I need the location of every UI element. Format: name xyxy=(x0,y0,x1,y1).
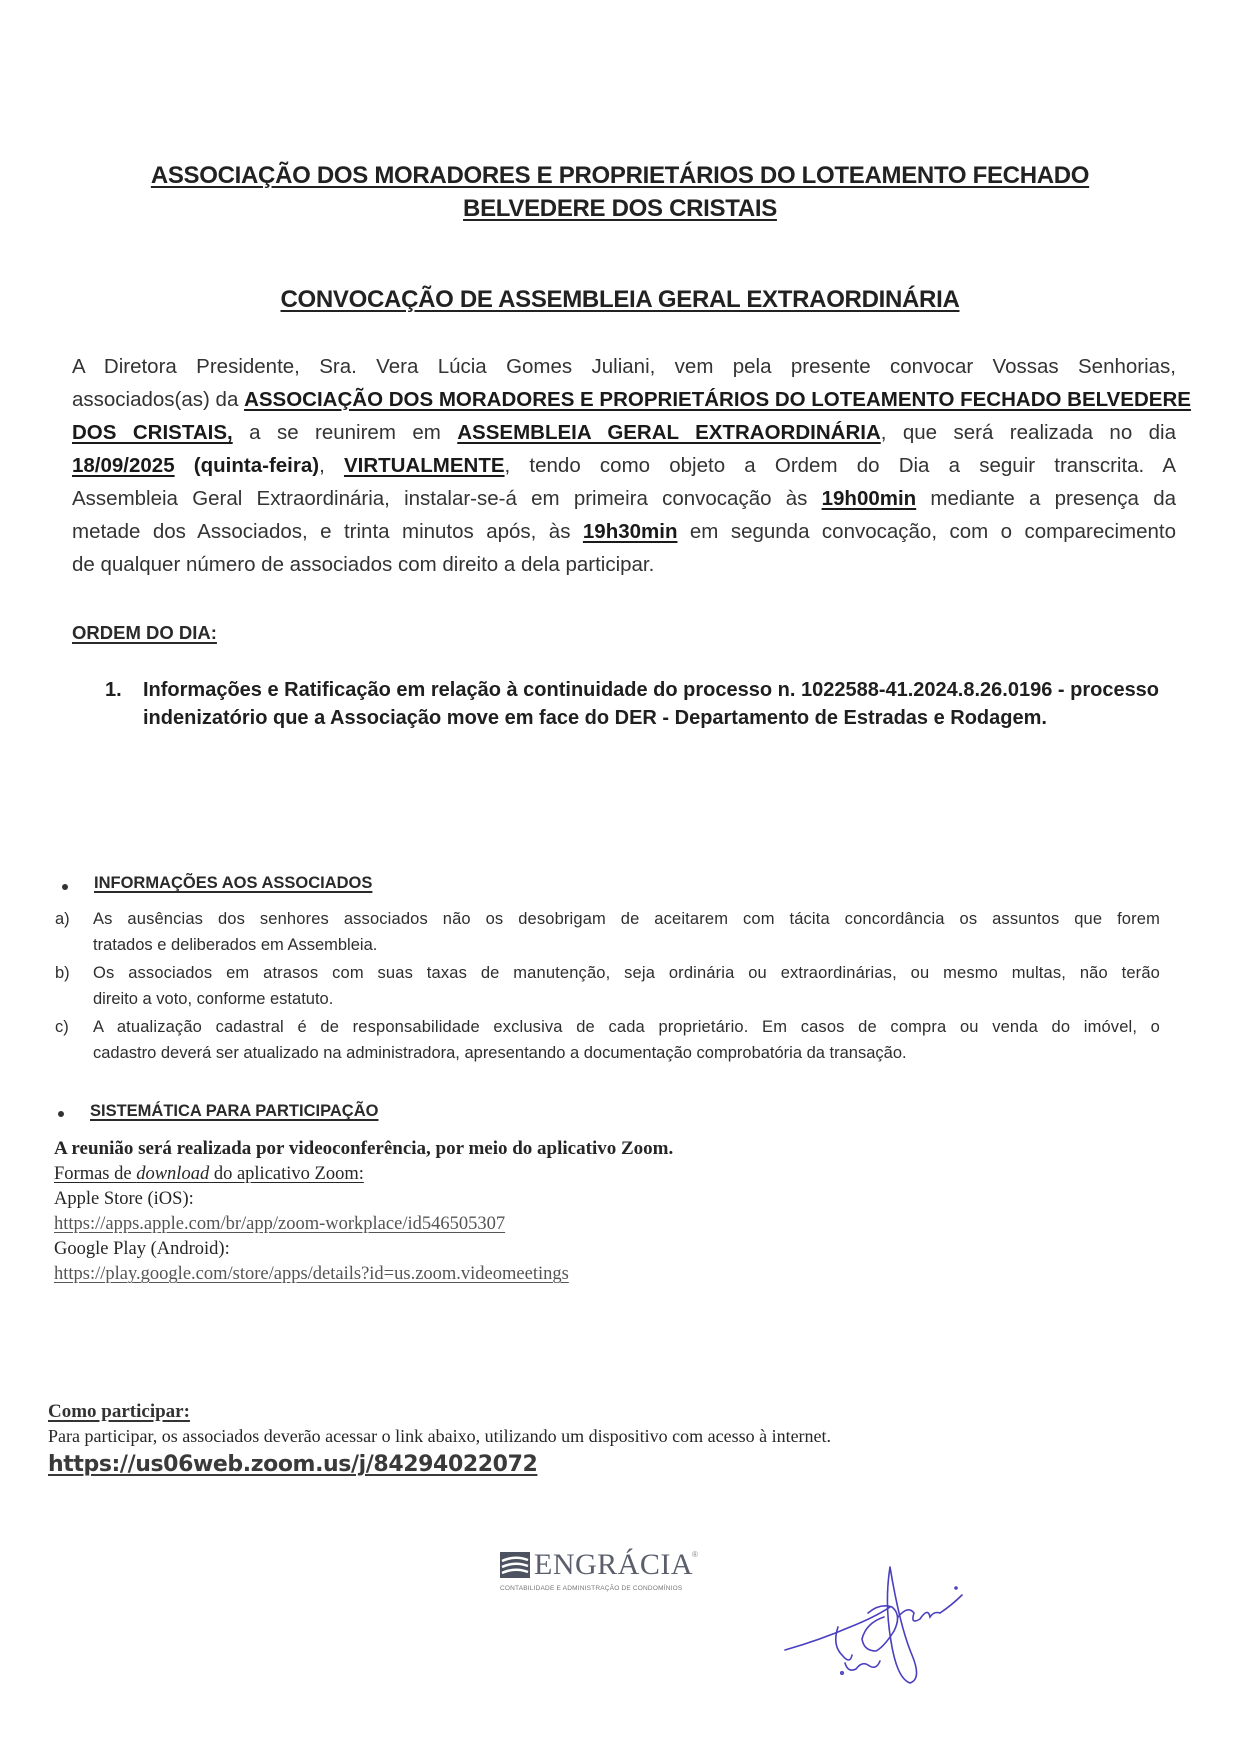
text-run: , xyxy=(319,454,344,477)
intro-line xyxy=(72,515,1176,548)
text-run: Formas de xyxy=(54,1164,137,1184)
text-run: mediante a presença da xyxy=(916,487,1176,510)
text-run: do aplicativo Zoom: xyxy=(209,1164,364,1184)
text-run: a se reunirem em xyxy=(232,421,458,444)
participation-intro: A reunião será realizada por videoconferência, por meio do aplicativo Zoom. xyxy=(54,1138,674,1159)
agenda-item-text: Informações e Ratificação em relação à continuidade do processo n. 1022588-41.2024.8.26.0196 - processo indenizatório que a Associação move em face do DER - Departamento de Estradas e Rodagem. xyxy=(143,679,1160,729)
info-list-item xyxy=(55,960,1160,1012)
logo-tagline: CONTABILIDADE E ADMINISTRAÇÃO DE CONDOMÍNIOS xyxy=(500,1585,683,1592)
bullet-icon xyxy=(58,1111,64,1117)
intro-line: A Diretora Presidente, Sra. Vera Lúcia Gomes Juliani, vem pela presente convocar Vossas Senhorias, xyxy=(72,355,1176,378)
intro-line xyxy=(72,449,1176,482)
info-section-heading: INFORMAÇÕES AOS ASSOCIADOS xyxy=(94,874,373,892)
org-title-line-2: BELVEDERE DOS CRISTAIS xyxy=(463,195,777,222)
info-list-item xyxy=(55,1014,1160,1066)
info-item-line: As ausências dos senhores associados não os desobrigam de aceitarem com tácita concordância os assuntos que forem xyxy=(93,910,1160,928)
info-item-label: a) xyxy=(55,910,70,928)
text-run: em segunda convocação, com o comparecimento xyxy=(677,520,1176,543)
info-item-label: c) xyxy=(55,1018,69,1036)
meeting-mode: VIRTUALMENTE xyxy=(343,454,505,477)
intro-line xyxy=(72,416,1176,449)
logo-mark-icon xyxy=(500,1552,530,1578)
how-to-label: Como participar: xyxy=(48,1401,190,1422)
meeting-date: 18/09/2025 xyxy=(72,454,175,477)
agenda-item-number: 1. xyxy=(105,679,122,701)
download-term: download xyxy=(136,1164,210,1184)
second-call-time: 19h30min xyxy=(582,520,678,543)
agenda-item xyxy=(105,676,1165,732)
info-item-label: b) xyxy=(55,964,70,982)
association-name-end: DOS CRISTAIS, xyxy=(72,421,233,444)
info-list-item xyxy=(55,906,1160,958)
engracia-logo xyxy=(500,1550,710,1600)
info-item-line: A atualização cadastral é de responsabilidade exclusiva de cada proprietário. Em casos de compra ou venda do imóvel, o xyxy=(93,1018,1160,1036)
agenda-label: ORDEM DO DIA: xyxy=(72,622,217,643)
zoom-meeting-link[interactable]: https://us06web.zoom.us/j/84294022072 xyxy=(48,1452,538,1477)
signature-icon xyxy=(780,1555,980,1705)
info-item-line: direito a voto, conforme estatuto. xyxy=(93,990,334,1008)
association-name: ASSOCIAÇÃO DOS MORADORES E PROPRIETÁRIOS DO LOTEAMENTO FECHADO BELVEDERE xyxy=(244,388,1191,411)
how-to-text: Para participar, os associados deverão acessar o link abaixo, utilizando um dispositivo com acesso à internet. xyxy=(48,1426,832,1446)
info-item-line: tratados e deliberados em Assembleia. xyxy=(93,936,378,954)
ios-download-link[interactable]: https://apps.apple.com/br/app/zoom-workplace/id546505307 xyxy=(54,1214,506,1234)
convocation-title: CONVOCAÇÃO DE ASSEMBLEIA GERAL EXTRAORDINÁRIA xyxy=(280,286,960,313)
text-run: metade dos Associados, e trinta minutos após, às xyxy=(72,520,583,543)
participation-section-heading: SISTEMÁTICA PARA PARTICIPAÇÃO xyxy=(90,1102,379,1120)
intro-line xyxy=(72,383,1191,416)
logo-name: ENGRÁCIA xyxy=(534,1548,693,1581)
org-title-line-1: ASSOCIAÇÃO DOS MORADORES E PROPRIETÁRIOS DO LOTEAMENTO FECHADO xyxy=(150,162,1090,189)
android-store-label: Google Play (Android): xyxy=(54,1239,230,1259)
android-download-link[interactable]: https://play.google.com/store/apps/details?id=us.zoom.videomeetings xyxy=(54,1264,569,1284)
assembly-type: ASSEMBLEIA GERAL EXTRAORDINÁRIA xyxy=(457,421,881,444)
text-run: , que será realizada no dia xyxy=(880,421,1177,444)
meeting-weekday: (quinta-feira) xyxy=(174,454,320,477)
intro-paragraph xyxy=(72,350,1191,581)
info-item-line: Os associados em atrasos com suas taxas de manutenção, seja ordinária ou extraordinárias, ou mesmo multas, não terão xyxy=(93,964,1160,982)
download-options-label xyxy=(54,1162,364,1187)
text-run: Assembleia Geral Extraordinária, instalar-se-á em primeira convocação às xyxy=(72,487,822,510)
registered-mark: ® xyxy=(692,1550,698,1559)
text-run: associados(as) da xyxy=(72,388,245,411)
ios-store-label: Apple Store (iOS): xyxy=(54,1189,194,1209)
text-run: , tendo como objeto a Ordem do Dia a seguir transcrita. A xyxy=(504,454,1176,477)
bullet-icon xyxy=(62,884,68,890)
first-call-time: 19h00min xyxy=(821,487,917,510)
intro-line: de qualquer número de associados com direito a dela participar. xyxy=(72,553,655,576)
intro-line xyxy=(72,482,1176,515)
info-item-line: cadastro deverá ser atualizado na administradora, apresentando a documentação comprobatória da transação. xyxy=(93,1044,907,1062)
